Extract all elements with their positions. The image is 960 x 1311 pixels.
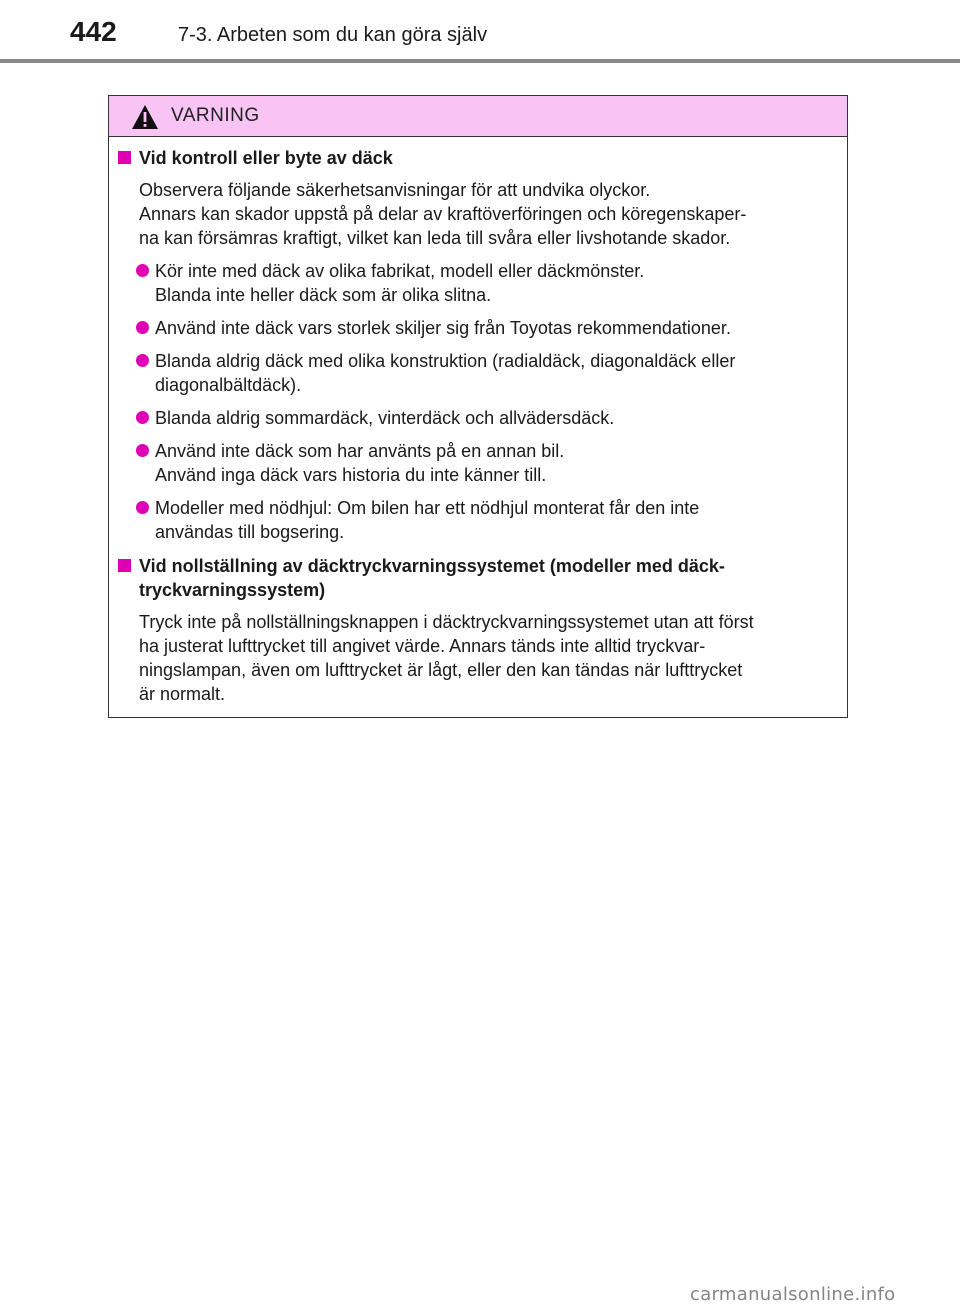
paragraph-line: är normalt. xyxy=(139,684,226,704)
list-item-line: Blanda inte heller däck som är olika slitna. xyxy=(155,285,492,305)
list-item-line: Blanda aldrig däck med olika konstruktion (radialdäck, diagonaldäck eller xyxy=(155,351,736,371)
round-bullet-icon xyxy=(136,264,149,277)
section-heading xyxy=(109,146,846,170)
paragraph-line: Tryck inte på nollställningsknappen i däcktryckvarningssystemet utan att först xyxy=(139,612,754,632)
list-item-line: Blanda aldrig sommardäck, vinterdäck och allvädersdäck. xyxy=(155,408,615,428)
intro-line: Observera följande säkerhetsanvisningar för att undvika olyckor. xyxy=(139,180,651,200)
warning-label: VARNING xyxy=(171,105,260,126)
list-item xyxy=(109,439,846,487)
list-item xyxy=(109,259,846,307)
round-bullet-icon xyxy=(136,501,149,514)
list-item-line: Kör inte med däck av olika fabrikat, modell eller däckmönster. xyxy=(155,261,645,281)
watermark: carmanualsonline.info xyxy=(690,1284,896,1305)
warning-box xyxy=(108,95,848,718)
list-item-line: användas till bogsering. xyxy=(155,522,345,542)
paragraph-line: ha justerat lufttrycket till angivet värde. Annars tänds inte alltid tryckvar- xyxy=(139,636,706,656)
header-rule xyxy=(0,59,960,63)
section-heading-text: tryckvarningssystem) xyxy=(139,580,326,600)
round-bullet-icon xyxy=(136,411,149,424)
intro-line: Annars kan skador uppstå på delar av kraftöverföringen och köregenskaper- xyxy=(139,204,747,224)
list-item-line: diagonalbältdäck). xyxy=(155,375,302,395)
section-intro xyxy=(109,178,846,250)
section-heading xyxy=(109,554,846,602)
list-item xyxy=(109,316,846,340)
intro-line: na kan försämras kraftigt, vilket kan leda till svåra eller livshotande skador. xyxy=(139,228,731,248)
section-heading-text: Vid nollställning av däcktryckvarningssystemet (modeller med däck- xyxy=(139,556,725,576)
section-paragraph xyxy=(109,610,846,706)
list-item-line: Använd inga däck vars historia du inte känner till. xyxy=(155,465,547,485)
list-item-line: Använd inte däck som har använts på en annan bil. xyxy=(155,441,565,461)
warning-header xyxy=(109,96,847,137)
list-item xyxy=(109,406,846,430)
round-bullet-icon xyxy=(136,354,149,367)
list-item xyxy=(109,496,846,544)
round-bullet-icon xyxy=(136,444,149,457)
paragraph-line: ningslampan, även om lufttrycket är lågt, eller den kan tändas när lufttrycket xyxy=(139,660,743,680)
warning-triangle-icon xyxy=(131,104,159,130)
square-bullet-icon xyxy=(118,559,131,572)
list-item-line: Modeller med nödhjul: Om bilen har ett nödhjul monterat får den inte xyxy=(155,498,700,518)
round-bullet-icon xyxy=(136,321,149,334)
section-heading-text: Vid kontroll eller byte av däck xyxy=(139,148,393,168)
list-item-line: Använd inte däck vars storlek skiljer sig från Toyotas rekommendationer. xyxy=(155,318,731,338)
section-title: 7-3. Arbeten som du kan göra själv xyxy=(178,24,488,46)
list-item xyxy=(109,349,846,397)
warning-body xyxy=(109,146,846,706)
page-number: 442 xyxy=(70,16,117,47)
page-header xyxy=(0,0,960,60)
square-bullet-icon xyxy=(118,151,131,164)
